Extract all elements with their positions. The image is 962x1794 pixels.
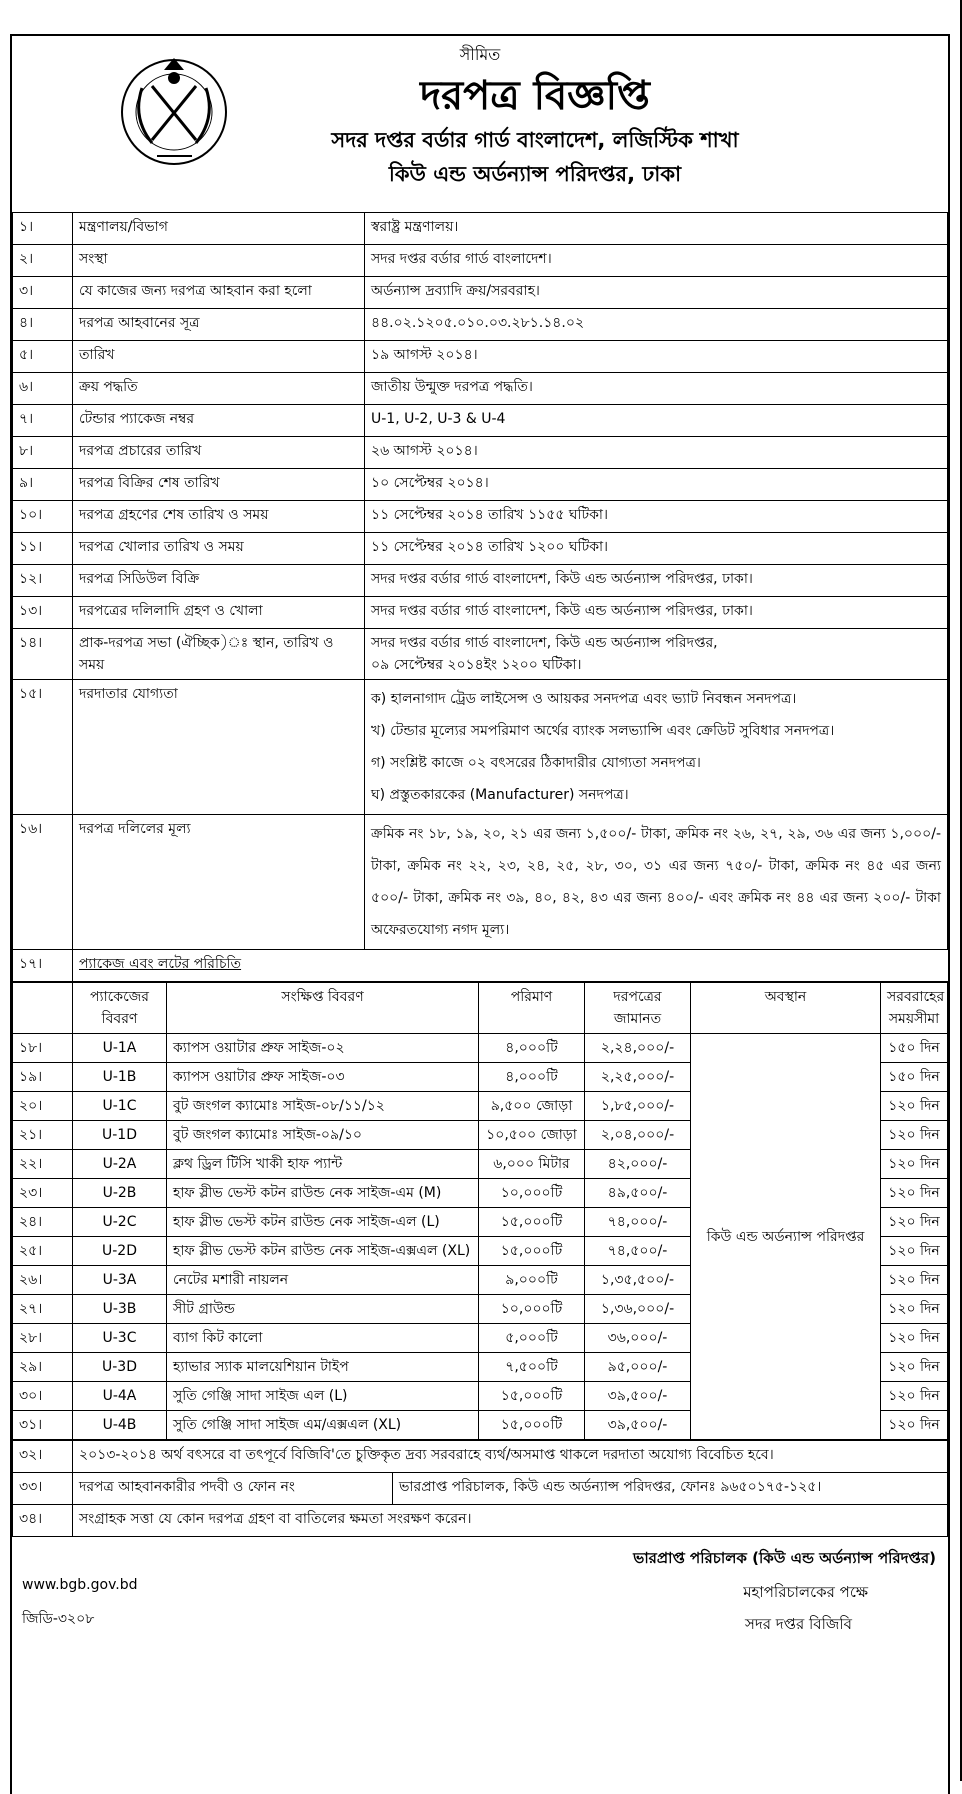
table-row [13,565,948,597]
org-line-2: কিউ এন্ড অর্ডন্যান্স পরিদপ্তর, ঢাকা [388,162,682,186]
closing-table [12,1440,948,1537]
package-security: ৯৫,০০০/- [585,1353,691,1382]
row-label: দরপত্র খোলার তারিখ ও সময় [73,533,365,565]
package-desc: হ্যাভার স্যাক মালয়েশিয়ান টাইপ [167,1353,479,1382]
row-value [365,629,948,680]
row-number: ৫। [13,341,73,373]
package-desc: ক্যাপস ওয়াটার প্রুফ সাইজ-০৩ [167,1063,479,1092]
package-security: ২,২৪,০০০/- [585,1034,691,1063]
package-code: U-2C [73,1208,167,1237]
table-row [13,950,948,982]
package-location: কিউ এন্ড অর্ডন্যান্স পরিদপ্তর [691,1034,881,1440]
row-label: দরপত্র আহবানকারীর পদবী ও ফোন নং [73,1473,393,1505]
signatory-hq: সদর দপ্তর বিজিবি [744,1615,852,1633]
row-value: ৪৪.০২.১২০৫.০১০.০৩.২৮১.১৪.০২ [365,309,948,341]
package-security: ৭৪,৫০০/- [585,1237,691,1266]
row-number: ৩। [13,277,73,309]
tender-notice [10,34,950,1794]
package-security: ১,৩৬,০০০/- [585,1295,691,1324]
row-label: দরপত্র প্রচারের তারিখ [73,437,365,469]
row-number: ১৯। [13,1063,73,1092]
table-row [13,1505,948,1537]
table-row [13,341,948,373]
row14-value-line1: সদর দপ্তর বর্ডার গার্ড বাংলাদেশ, কিউ এন্ড অর্ডন্যান্স পরিদপ্তর, [371,635,718,651]
package-desc: হাফ স্লীভ ভেস্ট কটন রাউন্ড নেক সাইজ-এম (M) [167,1179,479,1208]
row-value: U-1, U-2, U-3 & U-4 [365,405,948,437]
package-code: U-3C [73,1324,167,1353]
package-code: U-1B [73,1063,167,1092]
qualification-item: ক) হালনাগাদ ট্রেড লাইসেন্স ও আয়কর সনদপত্র এবং ভ্যাট নিবন্ধন সনদপত্র। [371,691,797,707]
package-delivery: ১৫০ দিন [881,1034,948,1063]
package-security: ১,৮৫,০০০/- [585,1092,691,1121]
row-number: ১। [13,213,73,245]
package-qty: ৯,৫০০ জোড়া [479,1092,585,1121]
header-qty: পরিমাণ [479,983,585,1034]
package-qty: ৭,৫০০টি [479,1353,585,1382]
qualification-item: গ) সংশ্লিষ্ট কাজে ০২ বৎসরের ঠিকাদারীর যোগ্যতা সনদপত্র। [371,755,701,771]
row-number: ৮। [13,437,73,469]
row-label: দরদাতার যোগ্যতা [73,680,365,815]
row-number: ৯। [13,469,73,501]
package-security: ৩৯,৫০০/- [585,1411,691,1440]
package-code: U-4B [73,1411,167,1440]
row-number: ১২। [13,565,73,597]
table-row [13,597,948,629]
header-desc: সংক্ষিপ্ত বিবরণ [167,983,479,1034]
row-number: ২৯। [13,1353,73,1382]
row-label: তারিখ [73,341,365,373]
package-delivery: ১২০ দিন [881,1324,948,1353]
notice-header [12,36,948,212]
package-security: ৪৯,৫০০/- [585,1179,691,1208]
package-security: ২,০৪,০০০/- [585,1121,691,1150]
package-row [13,1034,948,1063]
package-delivery: ১২০ দিন [881,1353,948,1382]
package-delivery: ১২০ দিন [881,1411,948,1440]
package-section-title: প্যাকেজ এবং লটের পরিচিতি [79,956,242,972]
table-row [13,680,948,815]
package-security: ১,৩৫,৫০০/- [585,1266,691,1295]
package-desc: সুতি গেঞ্জি সাদা সাইজ এল (L) [167,1382,479,1411]
package-qty: ৬,০০০ মিটার [479,1150,585,1179]
package-code: U-2B [73,1179,167,1208]
package-desc: বুট জংগল ক্যামোঃ সাইজ-০৯/১০ [167,1121,479,1150]
row-number: ২৩। [13,1179,73,1208]
package-delivery: ১২০ দিন [881,1382,948,1411]
package-security: ৭৪,০০০/- [585,1208,691,1237]
org-line-1: সদর দপ্তর বর্ডার গার্ড বাংলাদেশ, লজিস্টিক শাখা [331,128,739,152]
row-number: ১৪। [13,629,73,680]
package-code: U-1A [73,1034,167,1063]
notice-footer [12,1537,948,1657]
table-row [13,213,948,245]
row14-value-line2: ০৯ সেপ্টেম্বর ২০১৪ইং ১২০০ ঘটিকা। [371,657,582,673]
header-delivery: সরবরাহের সময়সীমা [881,983,948,1034]
package-desc: ক্লথ ড্রিল টিসি খাকী হাফ প্যান্ট [167,1150,479,1179]
table-row [13,277,948,309]
row-value: স্বরাষ্ট্র মন্ত্রণালয়। [365,213,948,245]
package-desc: ব্যাগ কিট কালো [167,1324,479,1353]
row-number: ২৬। [13,1266,73,1295]
package-header-row [13,983,948,1034]
row-value: সংগ্রাহক সত্তা যে কোন দরপত্র গ্রহণ বা বাতিলের ক্ষমতা সংরক্ষণ করেন। [73,1505,948,1537]
table-row [13,309,948,341]
row-label: মন্ত্রণালয়/বিভাগ [73,213,365,245]
table-row [13,815,948,950]
qualification-item: খ) টেন্ডার মূল্যের সমপরিমাণ অর্থের ব্যাংক সলভ্যান্সি এবং ক্রেডিট সুবিধার সনদপত্র। [371,723,835,739]
table-row [13,533,948,565]
row-number: ২৭। [13,1295,73,1324]
row-value: ভারপ্রাপ্ত পরিচালক, কিউ এন্ড অর্ডন্যান্স পরিদপ্তর, ফোনঃ ৯৬৫০১৭৫-১২৫। [393,1473,948,1505]
package-delivery: ১২০ দিন [881,1295,948,1324]
package-qty: ৪,০০০টি [479,1034,585,1063]
row-value: সদর দপ্তর বর্ডার গার্ড বাংলাদেশ। [365,245,948,277]
row-label: দরপত্র সিডিউল বিক্রি [73,565,365,597]
row-label: দরপত্র বিক্রির শেষ তারিখ [73,469,365,501]
package-desc: হাফ স্লীভ ভেস্ট কটন রাউন্ড নেক সাইজ-এক্সএল (XL) [167,1237,479,1266]
row-number: ৩২। [13,1441,73,1473]
table-row [13,1441,948,1473]
package-qty: ১৫,০০০টি [479,1411,585,1440]
row-label: দরপত্র দলিলের মূল্য [73,815,365,950]
package-qty: ১০,০০০টি [479,1179,585,1208]
package-code: U-1C [73,1092,167,1121]
package-qty: ১০,০০০টি [479,1295,585,1324]
package-code: U-2D [73,1237,167,1266]
package-code: U-3B [73,1295,167,1324]
row-number: ২। [13,245,73,277]
row-label: দরপত্র আহবানের সূত্র [73,309,365,341]
table-row [13,373,948,405]
package-security: ৩৯,৫০০/- [585,1382,691,1411]
row-number: ৪। [13,309,73,341]
row-number: ২০। [13,1092,73,1121]
row-number: ৩৩। [13,1473,73,1505]
row-value: সদর দপ্তর বর্ডার গার্ড বাংলাদেশ, কিউ এন্ড অর্ডন্যান্স পরিদপ্তর, ঢাকা। [365,597,948,629]
package-delivery: ১২০ দিন [881,1092,948,1121]
package-delivery: ১২০ দিন [881,1208,948,1237]
package-qty: ৯,০০০টি [479,1266,585,1295]
website-link[interactable]: www.bgb.gov.bd [22,1577,138,1593]
row-label: প্রাক-দরপত্র সভা (ঐচ্ছিক)ঃ স্থান, তারিখ ও সময় [73,629,365,680]
row-value: সদর দপ্তর বর্ডার গার্ড বাংলাদেশ, কিউ এন্ড অর্ডন্যান্স পরিদপ্তর, ঢাকা। [365,565,948,597]
row-value: ২৬ আগস্ট ২০১৪। [365,437,948,469]
row-number: ১৬। [13,815,73,950]
package-delivery: ১২০ দিন [881,1237,948,1266]
table-row [13,245,948,277]
package-code: U-3A [73,1266,167,1295]
header-security: দরপত্রের জামানত [585,983,691,1034]
signatory-title: ভারপ্রাপ্ত পরিচালক (কিউ এন্ড অর্ডন্যান্স পরিদপ্তর) [633,1549,936,1567]
package-qty: ৪,০০০টি [479,1063,585,1092]
info-table [12,212,948,982]
package-qty: ১০,৫০০ জোড়া [479,1121,585,1150]
package-security: ৪২,০০০/- [585,1150,691,1179]
row-number: ৭। [13,405,73,437]
package-code: U-3D [73,1353,167,1382]
row-number: ২৪। [13,1208,73,1237]
restricted-label: সীমিত [459,45,501,64]
qualification-item: ঘ) প্রস্তুতকারকের (Manufacturer) সনদপত্র। [371,787,629,803]
package-desc: সুতি গেঞ্জি সাদা সাইজ এম/এক্সএল (XL) [167,1411,479,1440]
package-desc: হাফ স্লীভ ভেস্ট কটন রাউন্ড নেক সাইজ-এল (L) [167,1208,479,1237]
row-number: ৬। [13,373,73,405]
package-qty: ১৫,০০০টি [479,1237,585,1266]
row-number: ২১। [13,1121,73,1150]
table-row [13,629,948,680]
row-label [73,950,948,982]
row-label: সংস্থা [73,245,365,277]
header-pkg: প্যাকেজের বিবরণ [73,983,167,1034]
header-location: অবস্থান [691,983,881,1034]
row-label: টেন্ডার প্যাকেজ নম্বর [73,405,365,437]
row-number: ১৮। [13,1034,73,1063]
row-value: ২০১৩-২০১৪ অর্থ বৎসরে বা তৎপূর্বে বিজিবি'তে চুক্তিকৃত দ্রব্য সরবরাহে ব্যর্থ/অসমাপ্ত থাকলে দরদাতা অযোগ্য বিবেচিত হবে। [73,1441,948,1473]
row-number: ১১। [13,533,73,565]
package-delivery: ১২০ দিন [881,1179,948,1208]
row-number: ১৩। [13,597,73,629]
package-delivery: ১২০ দিন [881,1266,948,1295]
package-code: U-1D [73,1121,167,1150]
row-value: অর্ডন্যান্স দ্রব্যাদি ক্রয়/সরবরাহ। [365,277,948,309]
package-qty: ৫,০০০টি [479,1324,585,1353]
package-security: ৩৬,০০০/- [585,1324,691,1353]
document-price: ক্রমিক নং ১৮, ১৯, ২০, ২১ এর জন্য ১,৫০০/- টাকা, ক্রমিক নং ২৬, ২৭, ২৯, ৩৬ এর জন্য ১,০০০/- টাকা, ক্রমিক নং ২২, ২৩, ২৪, ২৫, ২৮, ৩০, ৩১ এর জন্য ৭৫০/- টাকা, ক্রমিক নং ৪৫ এর জন্য ৫০০/- টাকা, ক্রমিক নং ৩৯, ৪০, ৪২, ৪৩ এর জন্য ৪০০/- এবং ক্রমিক নং ৪৪ এর জন্য ২০০/- টাকা অফেরতযোগ্য নগদ মূল্য। [365,815,948,950]
package-qty: ১৫,০০০টি [479,1208,585,1237]
row-value: ১১ সেপ্টেম্বর ২০১৪ তারিখ ১১৫৫ ঘটিকা। [365,501,948,533]
row-value: ১১ সেপ্টেম্বর ২০১৪ তারিখ ১২০০ ঘটিকা। [365,533,948,565]
package-desc: সীট গ্রাউন্ড [167,1295,479,1324]
row-number: ২৫। [13,1237,73,1266]
package-delivery: ১২০ দিন [881,1121,948,1150]
package-table [12,982,948,1440]
row-label: যে কাজের জন্য দরপত্র আহবান করা হলো [73,277,365,309]
row-value: ১৯ আগস্ট ২০১৪। [365,341,948,373]
table-row [13,405,948,437]
table-row [13,501,948,533]
package-delivery: ১৫০ দিন [881,1063,948,1092]
gd-number: জিডি-৩২০৮ [22,1611,95,1627]
row-label: দরপত্র গ্রহণের শেষ তারিখ ও সময় [73,501,365,533]
row-number: ২২। [13,1150,73,1179]
package-security: ২,২৫,০০০/- [585,1063,691,1092]
package-code: U-4A [73,1382,167,1411]
row-value: ১০ সেপ্টেম্বর ২০১৪। [365,469,948,501]
table-row [13,437,948,469]
package-qty: ১৫,০০০টি [479,1382,585,1411]
row-label: ক্রয় পদ্ধতি [73,373,365,405]
qualification-list [365,680,948,815]
package-desc: নেটের মশারী নায়লন [167,1266,479,1295]
row-value: জাতীয় উন্মুক্ত দরপত্র পদ্ধতি। [365,373,948,405]
row-number: ১০। [13,501,73,533]
row-number: ৩০। [13,1382,73,1411]
package-code: U-2A [73,1150,167,1179]
row-label: দরপত্রের দলিলাদি গ্রহণ ও খোলা [73,597,365,629]
row-number: ১৭। [13,950,73,982]
row-number: ২৮। [13,1324,73,1353]
table-row [13,1473,948,1505]
package-desc: বুট জংগল ক্যামোঃ সাইজ-০৮/১১/১২ [167,1092,479,1121]
signatory-behalf: মহাপরিচালকের পক্ষে [743,1583,868,1601]
package-delivery: ১২০ দিন [881,1150,948,1179]
row-number: ৩১। [13,1411,73,1440]
row-number: ৩৪। [13,1505,73,1537]
table-row [13,469,948,501]
package-desc: ক্যাপস ওয়াটার প্রুফ সাইজ-০২ [167,1034,479,1063]
page-title: দরপত্র বিজ্ঞপ্তি [420,73,650,119]
row-number: ১৫। [13,680,73,815]
